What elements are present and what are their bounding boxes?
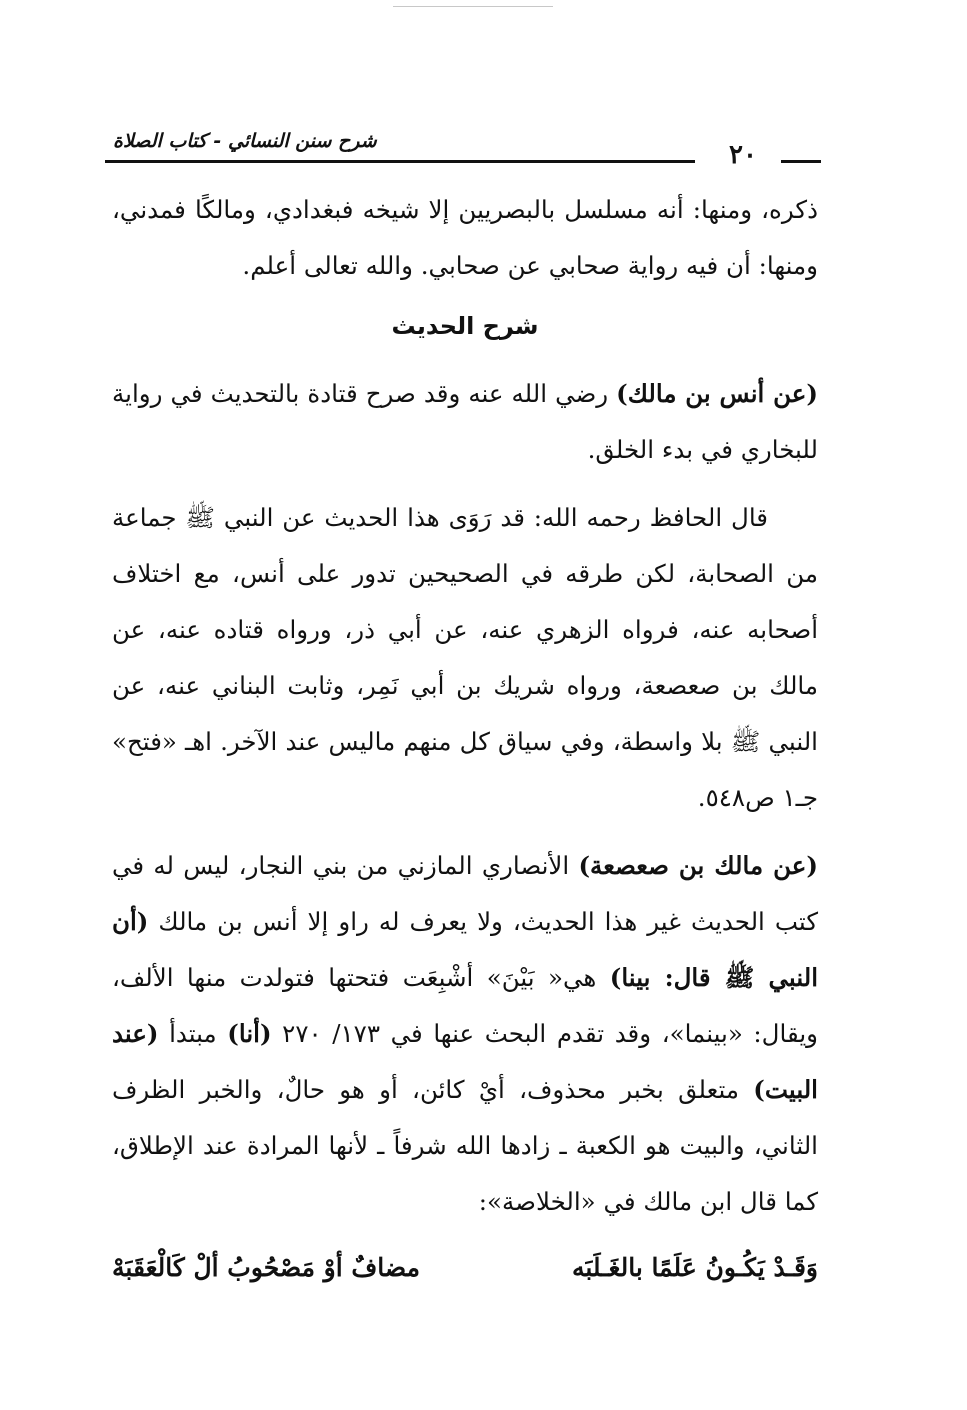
paragraph-malik bbox=[112, 838, 818, 1230]
section-title: شرح الحديث bbox=[391, 312, 539, 340]
poem-verse bbox=[112, 1240, 818, 1296]
header-rule bbox=[105, 160, 695, 163]
paragraph-text: رضي الله عنه وقد صرح قتادة بالتحديث في رواية للبخاري في بدء الخلق. bbox=[112, 379, 818, 464]
page-body bbox=[112, 182, 818, 1296]
paragraph-hafiz: قال الحافظ رحمه الله: قد رَوَى هذا الحديث عن النبي ﷺ جماعة من الصحابة، لكن طرقه في الصحيحين تدور على أنس، مع اختلاف أصحابه عنه، فرواه الزهري عنه، عن أبي ذر، ورواه قتاده عنه، عن مالك بن صعصعة، ورواه شريك بن أبي نَمِر، وثابت البناني عنه، عن النبي ﷺ بلا واسطة، وفي سياق كل منهم ماليس عند الآخر. اهـ «فتح» جـ١ ص٥٤٨. bbox=[112, 503, 818, 812]
top-edge-mark bbox=[393, 6, 553, 7]
poem-hemistich-second: مضافٌ أوْ مَصْحُوبُ ألْ كَالْعَقَبَهْ bbox=[112, 1253, 420, 1282]
quoted-hadith-text: (أن النبي ﷺ قال: بينا) bbox=[112, 907, 818, 992]
paragraph-text: الأنصاري المازني من بني النجار، ليس له في كتب الحديث غير هذا الحديث، ولا يعرف له راو إلا أنس بن مالك bbox=[112, 851, 818, 936]
paragraph-continuation: ذكره، ومنها: أنه مسلسل بالبصريين إلا شيخه فبغدادي، ومالكًا فمدني، ومنها: أن فيه رواية صحابي عن صحابي. والله تعالى أعلم. bbox=[112, 195, 818, 280]
quoted-hadith-text: (أنا) bbox=[227, 1019, 272, 1048]
quoted-narrator: (عن مالك بن صعصعة) bbox=[578, 851, 818, 880]
paragraph-text: متعلق بخبر محذوف، أيْ كائن، أو هو حالٌ، والخبر الظرف الثاني، والبيت هو الكعبة ـ زادها الله شرفاً ـ لأنها المرادة عند الإطلاق، كما قال ابن مالك في «الخلاصة»: bbox=[112, 1075, 818, 1216]
poem-hemistich-first: وَقَـدْ يَكُـونُ عَلَمًا بالغَـلَبَه bbox=[571, 1253, 818, 1282]
paragraph-anas bbox=[112, 366, 818, 478]
running-title: شرح سنن النسائي - كتاب الصلاة bbox=[113, 130, 377, 152]
paragraph-text: مبتدأ bbox=[158, 1019, 228, 1048]
page-number: ٢٠ bbox=[729, 140, 757, 170]
paragraph-text: هي« بَيْنَ» أشْبِعَت فتحتها فتولدت منها الألف، ويقال: «بينما»، وقد تقدم البحث عنها في ١٧٣/ ٢٧٠ bbox=[112, 963, 818, 1048]
page-number-dash bbox=[781, 160, 821, 163]
quoted-hadith-text: (عند البيت) bbox=[112, 1019, 818, 1104]
page-header bbox=[105, 122, 820, 168]
quoted-narrator: (عن أنس بن مالك) bbox=[616, 379, 818, 408]
